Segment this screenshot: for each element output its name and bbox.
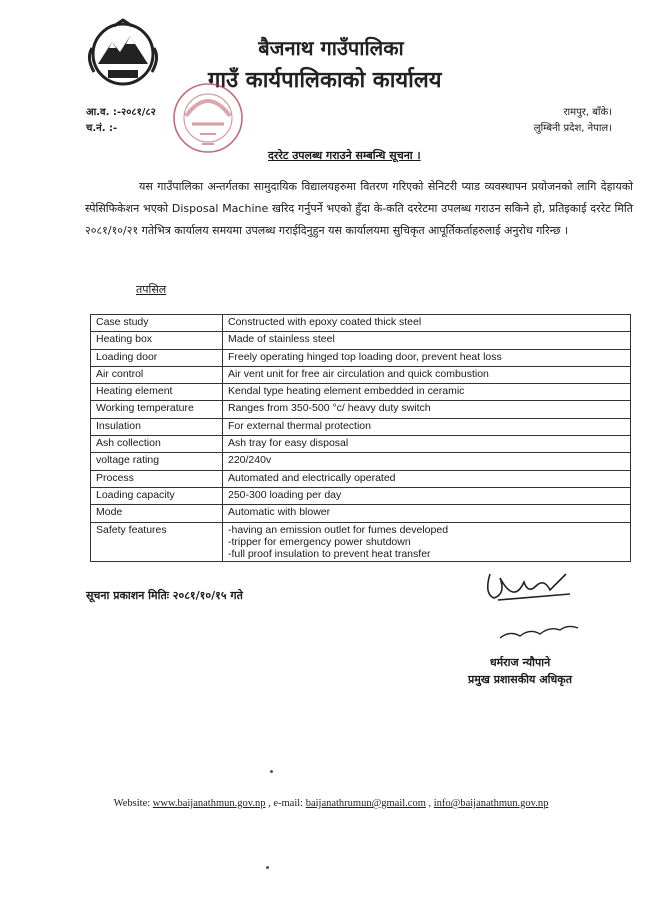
table-row [91,470,631,487]
spec-value: Made of stainless steel [223,332,631,349]
website-label: Website: [113,798,151,809]
table-row [91,315,631,332]
address-line-2: लुम्बिनी प्रदेश, नेपाल। [533,123,612,134]
fiscal-year: आ.व. :-२०८१/८२ [86,107,156,118]
schedule-label: तपसिल [136,283,167,296]
table-row [91,505,631,522]
email-link-2[interactable]: info@baijanathmun.gov.np [433,798,549,809]
spec-key: voltage rating [91,453,223,470]
table-row [91,522,631,561]
spec-key: Air control [91,366,223,383]
spec-value: Constructed with epoxy coated thick steel [223,315,631,332]
spec-key: Process [91,470,223,487]
spec-value: 250-300 loading per day [223,487,631,504]
table-row [91,453,631,470]
spec-value: -having an emission outlet for fumes developed -tripper for emergency power shutdown -full proof insulation to prevent heat transfer [223,522,631,561]
spec-key: Case study [91,315,223,332]
spec-value: Automated and electrically operated [223,470,631,487]
table-row [91,436,631,453]
spec-key: Heating element [91,384,223,401]
email-link-1[interactable]: baijanathrumun@gmail.com [305,798,426,809]
signatory-block [450,654,590,688]
table-row [91,366,631,383]
table-row [91,332,631,349]
email-separator: , [428,798,432,809]
spec-key: Heating box [91,332,223,349]
spec-key: Working temperature [91,401,223,418]
specification-table [90,314,631,562]
signatory-title: प्रमुख प्रशासकीय अधिकृत [468,673,572,686]
publication-date: सूचना प्रकाशन मितिः २०८१/१०/१५ गते [86,589,243,602]
spec-value: Automatic with blower [223,505,631,522]
table-row [91,384,631,401]
spec-key: Safety features [91,522,223,561]
spec-value: Ash tray for easy disposal [223,436,631,453]
spec-key: Loading capacity [91,487,223,504]
table-row [91,401,631,418]
spec-value: For external thermal protection [223,418,631,435]
email-label: , e-mail: [268,798,304,809]
spec-value: Freely operating hinged top loading door, prevent heat loss [223,349,631,366]
spec-value: Air vent unit for free air circulation and quick combustion [223,366,631,383]
notice-body: यस गाउँपालिका अन्तर्गतका सामुदायिक विद्यालयहरुमा वितरण गरिएको सेनिटरी प्याड व्यवस्थापन प्रयोजनको लागि देहायको स्पेसिफिकेशन भएको Disposal Machine खरिद गर्नुपर्ने भएको हुँदा के-कति दररेटमा उपलब्ध गराउन सकिने हो, प्रतिइकाई दररेट मिति २०८१/१०/२१ गतेभित्र कार्यालय समयमा उपलब्ध गराईदिनुहुन यस कार्यालयमा सुचिकृत आपूर्तिकर्ताहरुलाई अनुरोध गरिन्छ । [85,180,633,237]
dispatch-number: च.नं. :- [86,123,118,134]
table-row [91,418,631,435]
org-name: बैजनाथ गाउँपालिका [258,36,404,60]
address-line-1: रामपुर, बाँके। [563,107,612,118]
spec-value: Ranges from 350-500 °c/ heavy duty switch [223,401,631,418]
spec-value: 220/240v [223,453,631,470]
notice-subject: दररेट उपलब्ध गराउने सम्बन्धि सूचना । [268,149,421,162]
office-name: गाउँ कार्यपालिकाको कार्यालय [208,68,442,93]
spec-key: Insulation [91,418,223,435]
footer [0,798,662,809]
signature [470,564,590,654]
spec-key: Ash collection [91,436,223,453]
spec-key: Mode [91,505,223,522]
table-row [91,349,631,366]
table-row [91,487,631,504]
spec-value: Kendal type heating element embedded in ceramic [223,384,631,401]
office-stamp [166,76,250,160]
scan-speck [270,770,273,773]
spec-key: Loading door [91,349,223,366]
scan-speck [266,866,269,869]
website-link[interactable]: www.baijanathmun.gov.np [152,798,266,809]
signatory-name: धर्मराज न्यौपाने [489,656,551,669]
